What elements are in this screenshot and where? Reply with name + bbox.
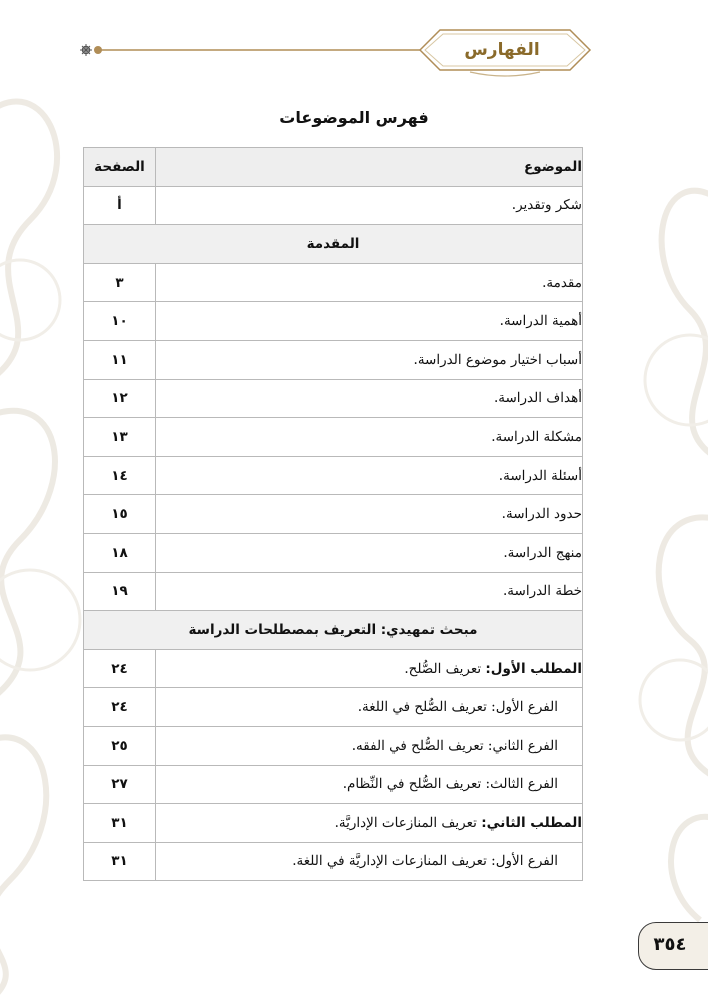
topic-cell — [156, 418, 583, 457]
table-row — [84, 765, 583, 804]
topic-text: الفرع الأول: تعريف المنازعات الإداريَّة في اللغة. — [292, 853, 558, 870]
topic-cell — [156, 379, 583, 418]
section-heading: المقدمة — [84, 225, 583, 264]
topic-text: أسئلة الدراسة. — [498, 467, 582, 484]
column-header-page: الصفحة — [84, 148, 156, 187]
page-cell: ١١ — [84, 340, 156, 379]
page-cell: ٢٧ — [84, 765, 156, 804]
page-cell: ١٣ — [84, 418, 156, 457]
topic-lead: المطلب الأول: — [485, 660, 582, 677]
topic-text: أهمية الدراسة. — [499, 313, 582, 330]
page-cell: ٢٤ — [84, 649, 156, 688]
table-row — [84, 572, 583, 611]
topic-text: شكر وتقدير. — [511, 197, 582, 214]
topic-text: الفرع الثالث: تعريف الصُّلح في النِّظام. — [342, 776, 558, 793]
topic-text: الفرع الثاني: تعريف الصُّلح في الفقه. — [351, 737, 558, 754]
topic-text: مقدمة. — [542, 274, 582, 291]
section-row — [84, 225, 583, 264]
table-row — [84, 842, 583, 881]
topic-cell — [156, 726, 583, 765]
page-cell: ٣ — [84, 263, 156, 302]
page-cell: أ — [84, 186, 156, 225]
table-row — [84, 456, 583, 495]
table-row — [84, 533, 583, 572]
header — [0, 22, 708, 82]
page-cell: ٢٥ — [84, 726, 156, 765]
topic-cell — [156, 533, 583, 572]
table-row — [84, 263, 583, 302]
page-title: فهرس الموضوعات — [279, 108, 429, 127]
topic-cell — [156, 456, 583, 495]
topic-cell — [156, 495, 583, 534]
topic-text: تعريف الصُّلح. — [404, 660, 482, 677]
topic-cell — [156, 263, 583, 302]
table-row — [84, 688, 583, 727]
table-row — [84, 340, 583, 379]
page-cell: ١٥ — [84, 495, 156, 534]
topic-text: مشكلة الدراسة. — [491, 428, 582, 445]
section-heading: مبحث تمهيدي: التعريف بمصطلحات الدراسة — [84, 611, 583, 650]
table-row — [84, 418, 583, 457]
section-row — [84, 611, 583, 650]
table-row — [84, 726, 583, 765]
topic-cell — [156, 572, 583, 611]
topic-cell — [156, 765, 583, 804]
topic-cell — [156, 649, 583, 688]
topic-cell — [156, 842, 583, 881]
page-cell: ١٠ — [84, 302, 156, 341]
table-row — [84, 495, 583, 534]
header-ornament — [0, 22, 708, 82]
table-row — [84, 302, 583, 341]
header-title: الفهارس — [464, 40, 540, 60]
topic-cell — [156, 688, 583, 727]
topic-cell — [156, 340, 583, 379]
page-cell: ١٩ — [84, 572, 156, 611]
page-cell: ٢٤ — [84, 688, 156, 727]
topic-cell — [156, 804, 583, 843]
column-header-topic: الموضوع — [156, 148, 583, 187]
page-number: ٣٥٤ — [653, 934, 687, 955]
topic-text: حدود الدراسة. — [501, 506, 582, 523]
topic-text: أسباب اختيار موضوع الدراسة. — [413, 351, 582, 368]
topic-text: تعريف المنازعات الإداريَّة. — [334, 814, 477, 831]
table-header-row — [84, 148, 583, 187]
toc-table — [83, 147, 583, 881]
table-row — [84, 649, 583, 688]
topic-text: الفرع الأول: تعريف الصُّلح في اللغة. — [357, 699, 558, 716]
page-cell: ١٤ — [84, 456, 156, 495]
page-cell: ٣١ — [84, 804, 156, 843]
topic-text: أهداف الدراسة. — [493, 390, 582, 407]
page-cell: ٣١ — [84, 842, 156, 881]
topic-lead: المطلب الثاني: — [481, 814, 582, 831]
topic-cell — [156, 186, 583, 225]
page-cell: ١٨ — [84, 533, 156, 572]
table-row — [84, 186, 583, 225]
topic-cell — [156, 302, 583, 341]
page-cell: ١٢ — [84, 379, 156, 418]
topic-text: منهج الدراسة. — [503, 544, 582, 561]
table-row — [84, 804, 583, 843]
topic-text: خطة الدراسة. — [502, 583, 582, 600]
table-row — [84, 379, 583, 418]
